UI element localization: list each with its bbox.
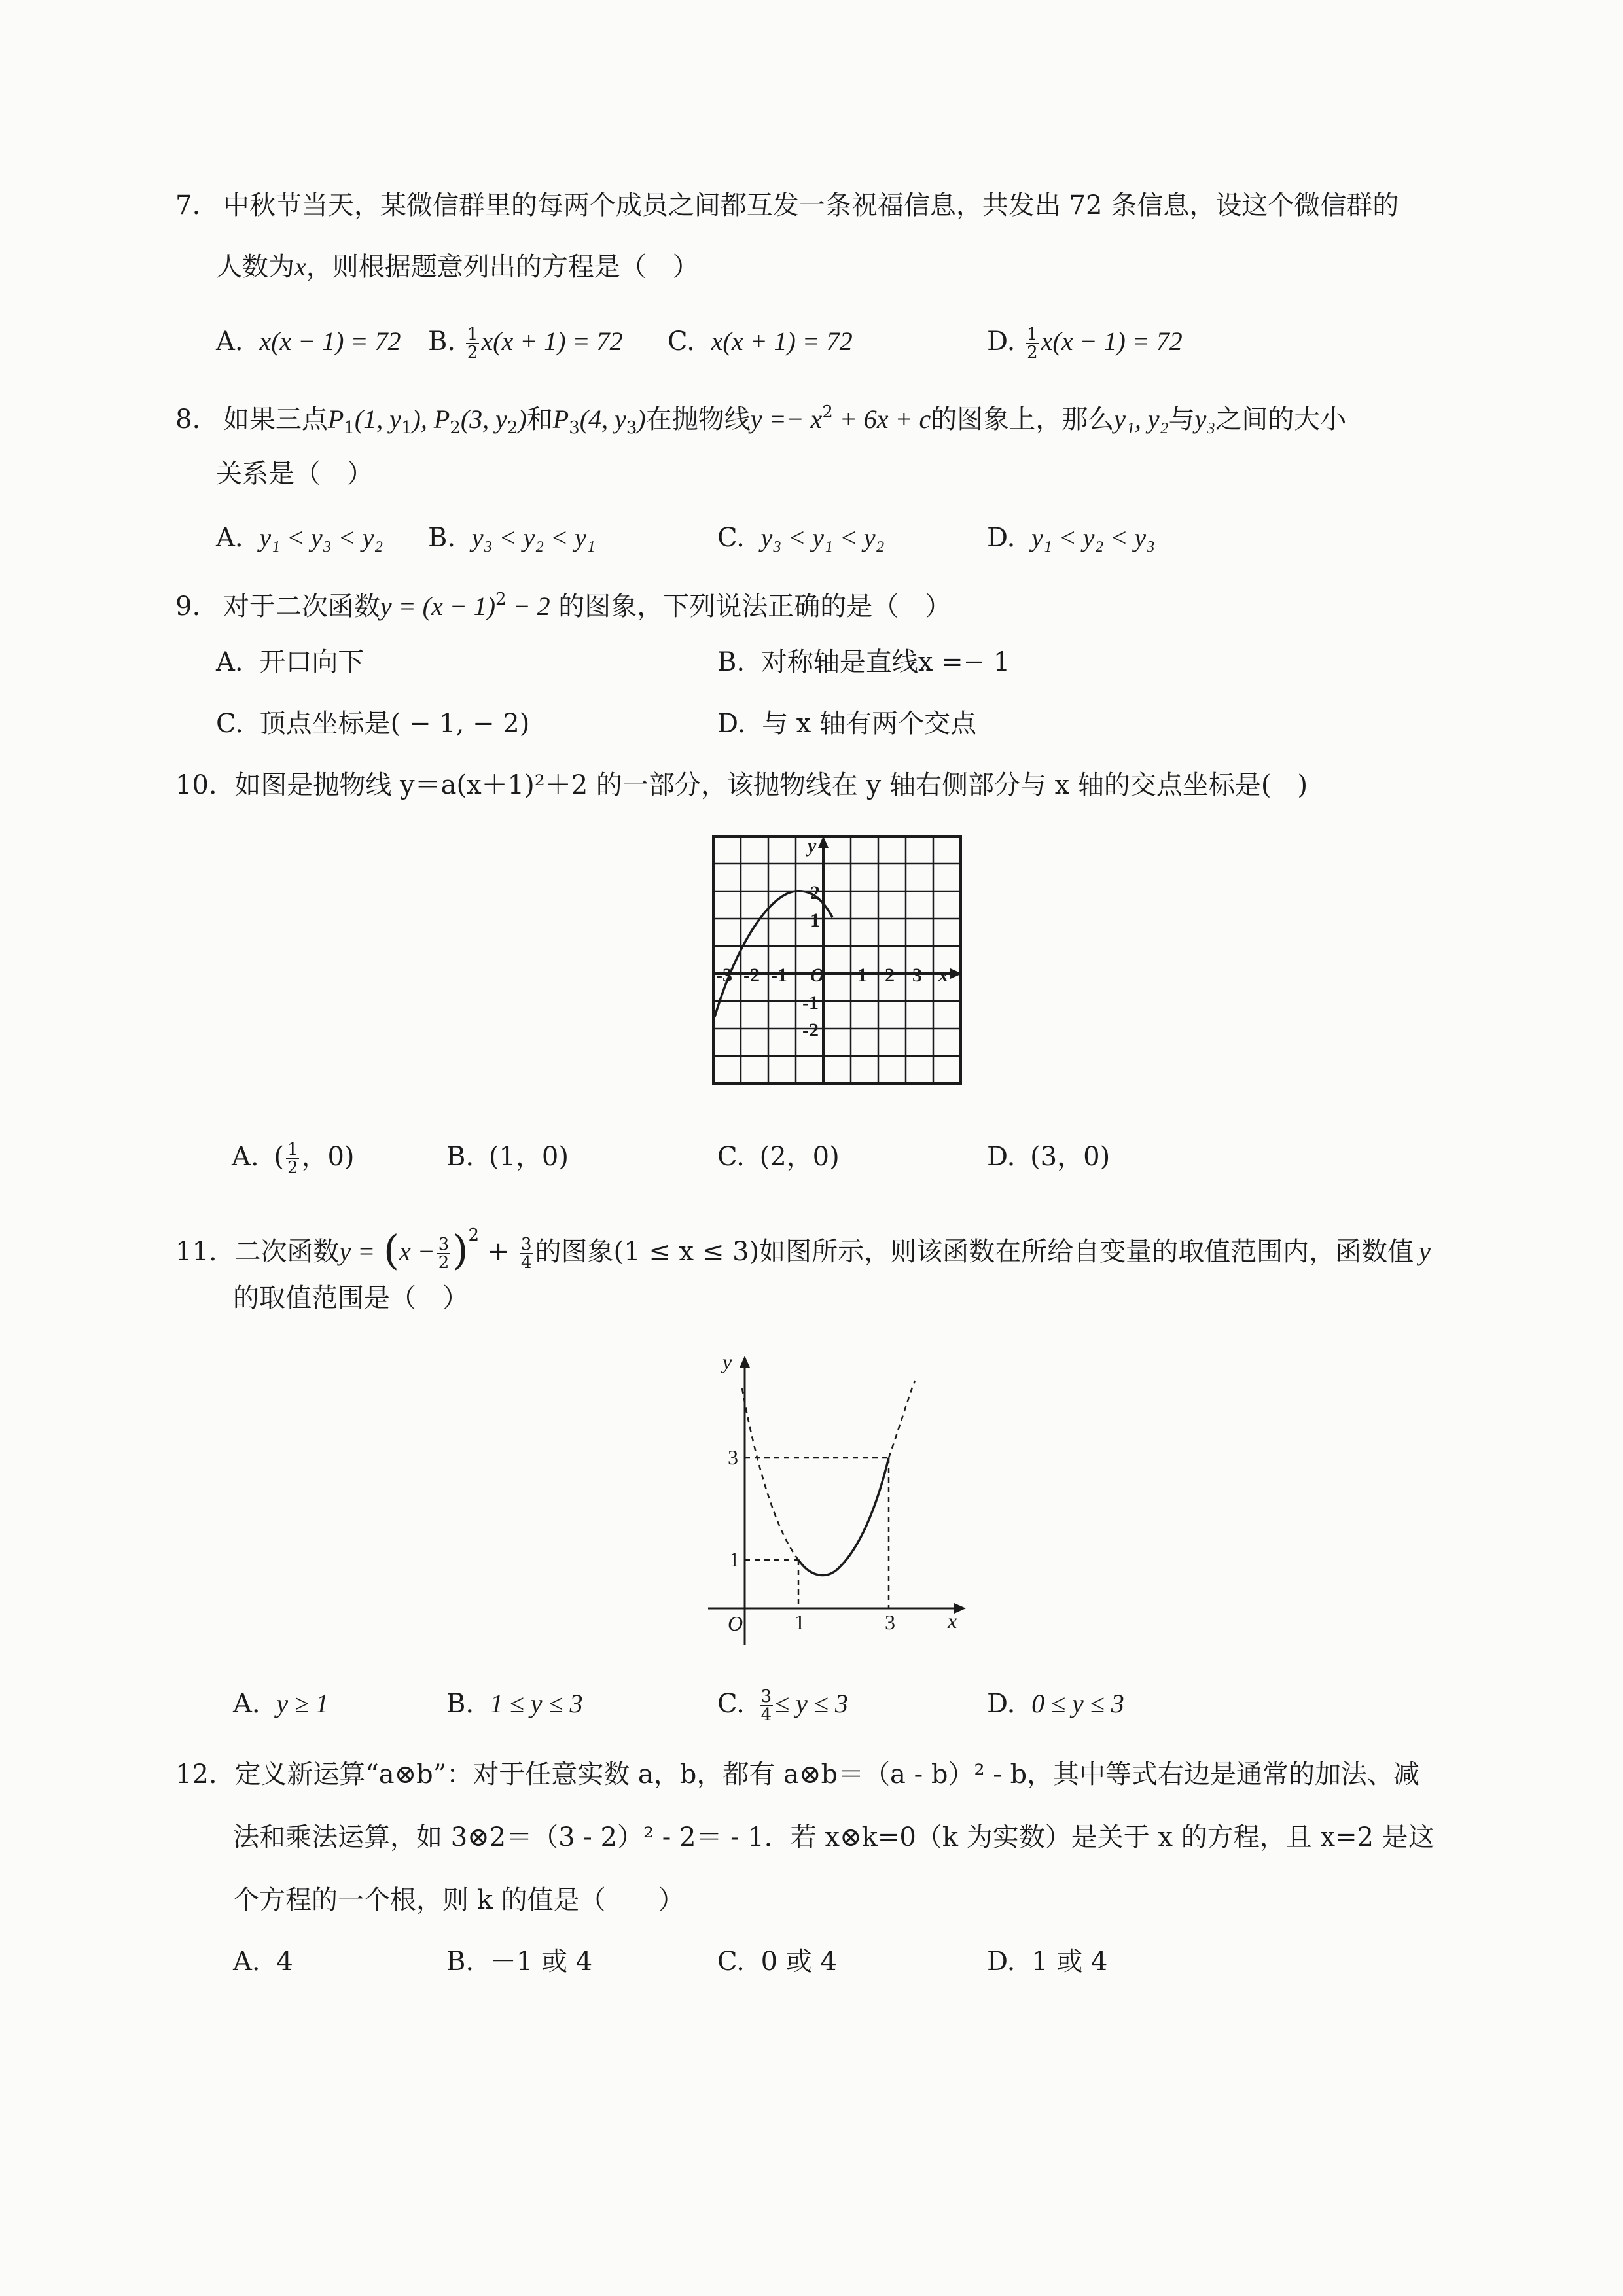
q10-x-tick: 2	[885, 964, 895, 986]
q10-graph	[712, 835, 963, 1086]
q8-text-a: 如果三点	[223, 404, 328, 434]
q11-equation-y: y =	[339, 1237, 376, 1266]
q11-y-tick: 1	[729, 1547, 740, 1571]
q11-option-a-text: y ≥ 1	[276, 1689, 329, 1718]
q11-line1: 11. 二次函数y = (x − $\frac{3}{2}$ )$^2$ + $\frac{3}{4}$ 的图象(1 ≤ x ≤ 3)如图所示，则该函数在所给自变量的取值范围内，函数值 y	[175, 1226, 1431, 1274]
q9-option-c[interactable]: C. 顶点坐标是( − 1, − 2)	[216, 709, 530, 739]
q11-option-c-fraction: $\frac{3}{4}$	[760, 1687, 772, 1725]
q9-option-c-text: 顶点坐标是( − 1, − 2)	[259, 709, 530, 739]
q10-option-b[interactable]: B. (1，0)	[446, 1142, 569, 1172]
q10-text: 如图是抛物线 y＝a(x＋1)²＋2 的一部分，该抛物线在 y 轴右侧部分与 x 轴的交点坐标是( )	[234, 770, 1308, 800]
q11-variable-y: y	[1419, 1237, 1431, 1266]
q8-option-d-text: y₁ < y₂ < y₃	[1031, 523, 1156, 552]
q11-fraction-2: $\frac{3}{4}$	[521, 1235, 532, 1273]
q12-text-line1: 定义新运算“a⊗b”：对于任意实数 a，b，都有 a⊗b＝（a - b）² - b，其中等式右边是通常的加法、减	[234, 1759, 1420, 1790]
q10-line1	[175, 767, 1308, 804]
q10-option-a-fraction: $\frac{1}{2}$	[287, 1140, 298, 1178]
q10-x-tick: 1	[857, 964, 867, 986]
q12-option-c-text: 0 或 4	[760, 1947, 837, 1977]
q8-text-b: 在抛物线	[645, 404, 751, 434]
q12-text-line3: 个方程的一个根，则 k 的值是（ ）	[233, 1885, 685, 1915]
q11-line2: 的取值范围是（ ）	[233, 1283, 469, 1313]
q12-option-b[interactable]: B. －1 或 4	[446, 1947, 593, 1977]
q11-option-c[interactable]: C. $\frac{3}{4}$ ≤ y ≤ 3	[717, 1687, 848, 1725]
q12-line1	[175, 1756, 1419, 1793]
q11-y-tick: 3	[728, 1445, 738, 1469]
q10-y-label: y	[808, 835, 817, 857]
q11-number: 11.	[175, 1237, 217, 1267]
q9-line1: 9. 对于二次函数$y = (x - 1)^2 - 2$ 的图象，下列说法正确的是（ ）	[175, 590, 952, 622]
q11-x-label: x	[948, 1609, 957, 1633]
q7-text-line2-a: 人数为	[216, 252, 294, 282]
q8-option-d[interactable]: D. y₁ < y₂ < y₃	[987, 523, 1156, 553]
q9-option-b-text: 对称轴是直线x =− 1	[760, 647, 1010, 677]
q7-line1	[175, 187, 1399, 224]
q11-text-b: 的图象(1 ≤ x ≤ 3)如图所示，则该函数在所给自变量的取值范围内，函数值	[535, 1237, 1414, 1267]
q8-option-c[interactable]: C. y₃ < y₁ < y₂	[717, 523, 885, 553]
q7-text-line2-b: ，则根据题意列出的方程是（ ）	[306, 252, 699, 282]
q10-axes	[713, 839, 958, 1084]
q10-y-arrow-icon	[818, 836, 829, 848]
q11-parabola	[798, 1458, 889, 1575]
q12-option-b-text: －1 或 4	[490, 1947, 593, 1977]
q12-option-d-text: 1 或 4	[1031, 1947, 1108, 1977]
q9-equation: y = (x − 1)	[380, 592, 496, 621]
q10-y-tick: -2	[802, 1019, 819, 1041]
q7-option-b-fraction: $\frac{1}{2}$	[467, 325, 478, 362]
q12-number: 12.	[175, 1759, 217, 1790]
q7-option-c-label: C.	[668, 327, 695, 357]
q7-option-d-fraction: $\frac{1}{2}$	[1027, 325, 1038, 362]
q11-y-label: y	[722, 1350, 732, 1373]
q8-number: 8.	[175, 404, 201, 434]
q11-text-a: 二次函数	[234, 1237, 340, 1267]
q10-y-tick: 1	[810, 910, 820, 931]
q10-x-tick: -1	[771, 964, 787, 986]
q7-option-d-text: x(x − 1) = 72	[1041, 327, 1183, 356]
q9-option-d-text: 与 x 轴有两个交点	[762, 709, 977, 739]
q7-option-c[interactable]	[668, 323, 853, 360]
q9-option-b[interactable]: B. 对称轴是直线x =− 1	[717, 647, 1010, 677]
q10-x-tick: -2	[743, 964, 760, 986]
q11-origin-label: O	[728, 1612, 743, 1635]
q8-line1: 8. 如果三点$P_1(1$, $y_1$), $P_2(3$, $y_2$)和$P_3(4$, $y_3$)在抛物线$y =- x^2 + 6x + c$的图象上，那么y₁, y₂与y₃之间的大小	[175, 402, 1347, 438]
q8-text-c: 的图象上，那么	[931, 404, 1115, 434]
q9-text-a: 对于二次函数	[223, 592, 380, 622]
q9-option-a-text: 开口向下	[259, 647, 365, 677]
q11-option-c-text: ≤ y ≤ 3	[775, 1689, 848, 1718]
q11-fraction-1: $\frac{3}{2}$	[438, 1235, 450, 1273]
q11-x-tick: 3	[885, 1610, 895, 1634]
q10-grid	[713, 836, 961, 1084]
q7-option-d-label: D.	[987, 327, 1016, 357]
q7-option-a[interactable]	[216, 323, 401, 360]
q12-option-a-text: 4	[276, 1947, 293, 1977]
q9-number: 9.	[175, 592, 201, 622]
q7-option-a-text: x(x − 1) = 72	[259, 327, 401, 356]
q12-option-a[interactable]: A. 4	[233, 1947, 293, 1977]
q12-option-d[interactable]: D. 1 或 4	[987, 1947, 1108, 1977]
q7-text-line1: 中秋节当天，某微信群里的每两个成员之间都互发一条祝福信息，共发出 72 条信息，设这个微信群的	[223, 190, 1399, 221]
q8-option-a-text: y₁ < y₃ < y₂	[259, 523, 383, 552]
q8-option-b[interactable]: B. y₃ < y₂ < y₁	[428, 523, 596, 553]
q10-x-tick: -3	[716, 964, 732, 986]
q10-origin-label: O	[810, 964, 825, 986]
q12-option-c[interactable]: C. 0 或 4	[717, 1947, 837, 1977]
q10-y-tick: 2	[810, 882, 820, 904]
q8-line2: 关系是（ ）	[216, 459, 373, 489]
q7-option-a-label: A.	[216, 327, 243, 357]
q10-option-c-text: (2，0)	[759, 1142, 840, 1172]
q11-option-d-text: 0 ≤ y ≤ 3	[1031, 1689, 1124, 1718]
q7-option-c-text: x(x + 1) = 72	[711, 327, 853, 356]
q9-option-a[interactable]: A. 开口向下	[216, 647, 365, 677]
q11-y-arrow-icon	[740, 1356, 750, 1368]
q10-y-tick: -1	[802, 992, 819, 1014]
q7-line2	[216, 249, 699, 285]
q9-text-b: 的图象，下列说法正确的是（ ）	[550, 592, 952, 622]
q11-x-tick: 1	[794, 1610, 805, 1634]
q12-text-line2: 法和乘法运算，如 3⊗2＝（3 - 2）² - 2＝ - 1．若 x⊗k=0（k 为实数）是关于 x 的方程，且 x=2 是这	[233, 1822, 1435, 1852]
q7-number: 7.	[175, 190, 201, 221]
q8-option-a[interactable]: A. y₁ < y₃ < y₂	[216, 523, 383, 553]
q10-option-d[interactable]: D. (3，0)	[987, 1142, 1111, 1172]
q11-graph	[699, 1348, 974, 1655]
q8-text-e: 之间的大小	[1215, 404, 1347, 434]
q11-option-b[interactable]: B. 1 ≤ y ≤ 3	[446, 1689, 583, 1719]
q11-option-a[interactable]: A. y ≥ 1	[233, 1689, 329, 1719]
q8-option-b-text: y₃ < y₂ < y₁	[471, 523, 596, 552]
q10-option-a[interactable]: A. ( $\frac{1}{2}$ ，0)	[232, 1140, 355, 1178]
q7-option-b-text: x(x + 1) = 72	[481, 327, 623, 356]
q10-option-d-text: (3，0)	[1030, 1142, 1111, 1172]
q7-option-b-label: B.	[428, 327, 456, 357]
q7-variable-x: x	[294, 252, 306, 281]
q7-option-d[interactable]	[987, 323, 1183, 361]
q8-equation: y =− x	[750, 404, 823, 434]
q8-option-c-text: y₃ < y₁ < y₂	[760, 523, 885, 552]
q11-option-d[interactable]: D. 0 ≤ y ≤ 3	[987, 1689, 1124, 1719]
q10-x-tick: 3	[912, 964, 922, 986]
q10-x-label: x	[938, 964, 948, 986]
q9-option-d[interactable]: D. 与 x 轴有两个交点	[717, 709, 977, 739]
q10-option-b-text: (1，0)	[488, 1142, 569, 1172]
q7-option-b[interactable]	[428, 323, 623, 361]
q10-option-c[interactable]: C. (2，0)	[717, 1142, 840, 1172]
q11-option-b-text: 1 ≤ y ≤ 3	[490, 1689, 583, 1718]
q10-number: 10.	[175, 770, 217, 800]
